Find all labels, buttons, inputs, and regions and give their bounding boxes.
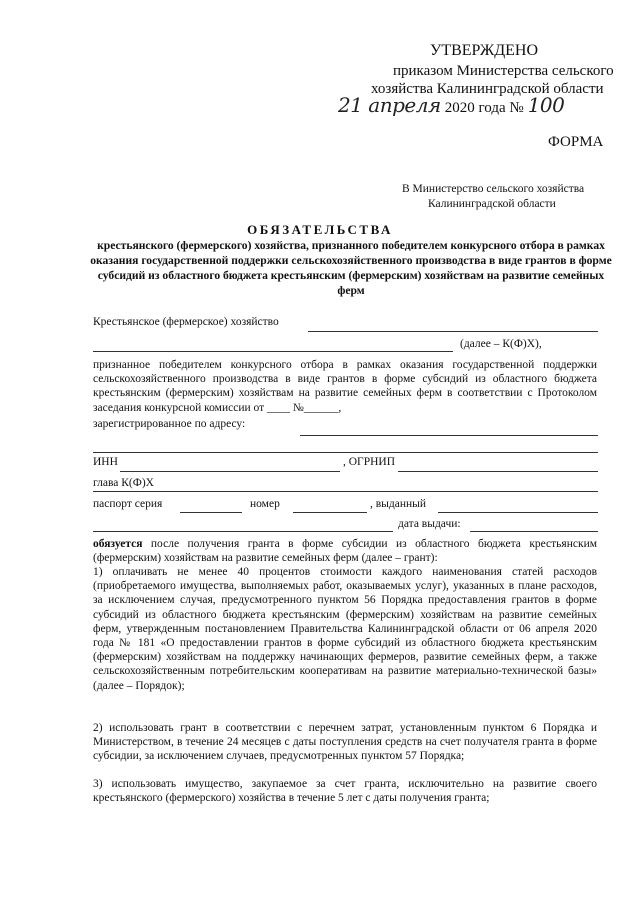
obligations-intro [93, 537, 597, 565]
farm-label: Крестьянское (фермерское) хозяйство [93, 316, 279, 328]
order-line-2: хозяйства Калининградской области [371, 81, 604, 97]
form-label: ФОРМА [548, 134, 604, 150]
issued-by-field-2[interactable] [93, 531, 393, 532]
approved-label: УТВЕРЖДЕНО [430, 42, 539, 59]
addressee-line-1: В Министерство сельского хозяйства [402, 183, 585, 195]
issued-by-field[interactable] [438, 512, 598, 513]
addressee-line-2: Калининградской области [428, 198, 556, 210]
farm-name-field[interactable] [308, 331, 598, 332]
number-label: номер [250, 498, 280, 510]
issue-date-label: дата выдачи: [398, 518, 461, 530]
recognized-paragraph: признанное победителем конкурсного отбора в рамках оказания государственной поддержки сельскохозяйственного производства в виде грантов в форме субсидий из областного бюджета крестьянским (фермерским) хозяйствам на развитие семейных ферм в соответствии с Протоколом заседания конкурсной комиссии от ____ №______, [93, 359, 597, 414]
registered-label: зарегистрированное по адресу: [93, 418, 246, 430]
issued-label: , выданный [370, 498, 427, 510]
document-subtitle: крестьянского (фермерского) хозяйства, признанного победителем конкурсного отбора в рамках оказания государственной поддержки сельскохозяйственного производства в виде грантов в форме субсидий из областного бюджета крестьянским (фермерским) хозяйствам на развитие семейных ферм [90, 239, 612, 297]
farm-abbrev: (далее – К(Ф)Х), [460, 338, 542, 350]
inn-field[interactable] [120, 471, 340, 472]
ogrnip-label: , ОГРНИП [343, 456, 396, 468]
issue-date-field[interactable] [470, 531, 598, 532]
farm-name-field-2[interactable] [93, 351, 453, 352]
printed-year: 2020 года № [444, 100, 524, 116]
obligation-item-2: 2) использовать грант в соответствии с перечнем затрат, установленным пунктом 6 Порядка и Министерством, в течение 24 месяцев с даты поступления средств на счет получателя гранта в форме субсидии, за исключением случаев, предусмотренных пунктом 57 Порядка; [93, 722, 597, 763]
passport-series-label: паспорт серия [93, 498, 163, 510]
obligations-intro-text: после получения гранта в форме субсидии из областного бюджета крестьянским (фермерским) хозяйствам на развитие семейных ферм (далее – грант): [93, 538, 597, 565]
obligation-item-3: 3) использовать имущество, закупаемое за счет гранта, исключительно на развитие своего крестьянского (фермерского) хозяйства в течение 5 лет с даты получения гранта; [93, 778, 597, 805]
obligations-keyword: обязуется [93, 538, 143, 550]
obligation-item-1: 1) оплачивать не менее 40 процентов стоимости каждого наименования статей расходов (приобретаемого имущества, выполняемых работ, оказываемых услуг), указанных в плане расходов, за исключением случая, предусмотренного пунктом 56 Порядка предоставления грантов в форме субсидий из областного бюджета крестьянским (фермерским) хозяйствам на развитие семейных ферм, утвержденным постановлением Правительства Калининградской области от 06 апреля 2020 года № 181 «О предоставлении грантов в форме субсидий из областного бюджета крестьянским (фермерским) хозяйствам на поддержку начинающих фермеров, развитие семейных ферм, а также сельскохозяйственным потребительским кооперативам на развитие материально-технической базы» (далее – Порядок); [93, 566, 597, 692]
handwritten-date: 21 апреля [338, 93, 441, 117]
passport-number-field[interactable] [293, 512, 367, 513]
inn-label: ИНН [93, 456, 118, 468]
order-line-1: приказом Министерства сельского [393, 63, 614, 79]
address-field[interactable] [300, 435, 598, 436]
head-label: глава К(Ф)Х [93, 477, 154, 489]
address-field-2[interactable] [93, 452, 598, 453]
document-title: ОБЯЗАТЕЛЬСТВА [247, 222, 393, 237]
handwritten-number: 100 [527, 93, 565, 117]
order-date-line [338, 93, 598, 119]
ogrnip-field[interactable] [398, 471, 598, 472]
head-field[interactable] [93, 491, 598, 492]
passport-series-field[interactable] [180, 512, 242, 513]
